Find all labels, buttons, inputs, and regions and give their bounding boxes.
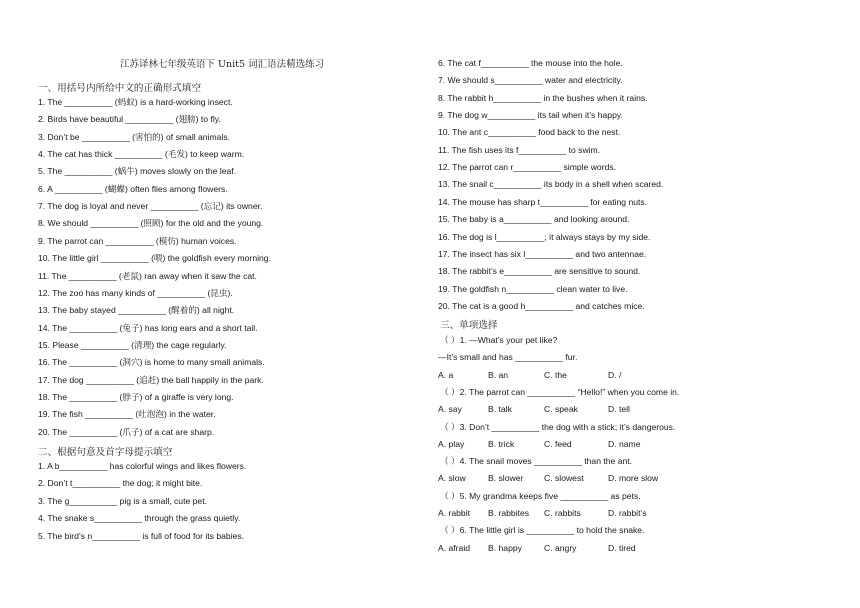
- section2-item: 3. The g__________ pig is a small, cute pet.: [38, 495, 207, 506]
- section2-item: 2. Don’t t__________ the dog; it might bite.: [38, 478, 203, 489]
- section2-item: 11. The fish uses its f__________ to swim.: [438, 144, 601, 155]
- option-d[interactable]: D. tell: [608, 404, 630, 415]
- section1-item: 16. The __________ (洞穴) is home to many small animals.: [38, 357, 265, 368]
- option-b[interactable]: B. rabbites: [488, 508, 530, 518]
- section2-item: 7. We should s__________ water and electricity.: [438, 75, 623, 86]
- option-d[interactable]: D. rabbit’s: [608, 508, 647, 518]
- section1-item: 13. The baby stayed __________ (醒着的) all night.: [38, 305, 235, 316]
- section1-item: 15. Please __________ (清理) the cage regularly.: [38, 339, 227, 350]
- option-d[interactable]: D. tired: [608, 542, 636, 553]
- section2-item: 15. The baby is a__________ and looking around.: [438, 214, 630, 225]
- option-c[interactable]: C. speak: [544, 404, 578, 415]
- option-a[interactable]: A. afraid: [438, 542, 471, 553]
- question-stem: （ ）3. Don’t __________ the dog with a stick; it’s dangerous.: [440, 421, 676, 432]
- section2-item: 20. The cat is a good h__________ and catches mice.: [438, 300, 645, 311]
- option-b[interactable]: B. trick: [488, 438, 515, 449]
- option-d[interactable]: D. more slow: [608, 473, 659, 484]
- section1-item: 8. We should __________ (照顾) for the old and the young.: [38, 218, 264, 229]
- section1-heading: 一、用括号内所给中文的正确形式填空: [38, 83, 202, 94]
- section2-item: 12. The parrot can r__________ simple words.: [438, 162, 617, 173]
- section1-item: 12. The zoo has many kinds of __________ (昆虫).: [38, 287, 233, 298]
- question-stem-continued: —It’s small and has __________ fur.: [438, 352, 578, 363]
- section2-item: 4. The snake s__________ through the grass quietly.: [38, 513, 241, 524]
- section2-heading: 二、根据句意及首字母提示填空: [38, 447, 173, 458]
- section2-item: 10. The ant c__________ food back to the nest.: [438, 127, 621, 138]
- section1-item: 1. The __________ (蚂蚁) is a hard-working insect.: [38, 97, 233, 107]
- option-d[interactable]: D. name: [608, 438, 641, 449]
- question-stem: （ ）2. The parrot can __________ “Hello!” when you come in.: [440, 386, 680, 397]
- section1-item: 14. The __________ (兔子) has long ears and a short tail.: [38, 322, 258, 333]
- section1-item: 20. The __________ (爪子) of a cat are sharp.: [38, 426, 215, 437]
- question-stem: （ ）6. The little girl is __________ to hold the snake.: [440, 525, 645, 536]
- option-b[interactable]: B. talk: [488, 404, 512, 415]
- section2-item: 16. The dog is l__________; it always stays by my side.: [438, 231, 651, 242]
- section2-item: 8. The rabbit h__________ in the bushes when it rains.: [438, 92, 648, 103]
- section2-item: 17. The insect has six l__________ and two antennae.: [438, 248, 647, 259]
- question-stem: （ ）5. My grandma keeps five __________ as pets.: [440, 490, 641, 501]
- section1-item: 2. Birds have beautiful __________ (翅膀) to fly.: [38, 114, 221, 125]
- section2-item: 5. The bird’s n__________ is full of food for its babies.: [38, 530, 245, 541]
- option-c[interactable]: C. rabbits: [544, 508, 581, 518]
- option-a[interactable]: A. rabbit: [438, 508, 471, 518]
- option-b[interactable]: B. slower: [488, 473, 524, 484]
- section1-item: 18. The __________ (脖子) of a giraffe is very long.: [38, 391, 234, 402]
- option-c[interactable]: C. slowest: [544, 473, 584, 484]
- option-b[interactable]: B. an: [488, 369, 509, 380]
- option-c[interactable]: C. feed: [544, 438, 572, 449]
- option-d[interactable]: D. /: [608, 369, 622, 380]
- option-a[interactable]: A. say: [438, 404, 462, 415]
- section1-item: 19. The fish __________ (吐泡泡) in the water.: [38, 409, 216, 420]
- section3-heading: 三、单项选择: [440, 320, 498, 331]
- section2-item: 13. The snail c__________ its body in a shell when scared.: [438, 179, 664, 190]
- section1-item: 17. The dog __________ (追赶) the ball happily in the park.: [38, 374, 264, 385]
- section1-item: 9. The parrot can __________ (模仿) human voices.: [38, 235, 237, 246]
- option-b[interactable]: B. happy: [488, 542, 522, 553]
- section1-item: 11. The __________ (老鼠) ran away when it saw the cat.: [38, 270, 257, 281]
- section1-item: 7. The dog is loyal and never __________ (忘记) its owner.: [38, 201, 263, 212]
- section1-item: 4. The cat has thick __________ (毛发) to keep warm.: [38, 149, 245, 160]
- option-c[interactable]: C. angry: [544, 542, 577, 553]
- question-stem: （ ）4. The snail moves __________ than the ant.: [440, 456, 633, 467]
- section2-item: 9. The dog w__________ its tail when it’s happy.: [438, 110, 623, 121]
- section1-item: 6. A __________ (蝴蝶) often flies among flowers.: [38, 183, 228, 194]
- option-a[interactable]: A. slow: [438, 473, 466, 484]
- section2-item: 6. The cat f__________ the mouse into the hole.: [438, 58, 623, 68]
- section1-item: 3. Don’t be __________ (害怕的) of small animals.: [38, 131, 231, 142]
- section2-item: 19. The goldfish n__________ clean water to live.: [438, 283, 628, 294]
- section2-item: 1. A b__________ has colorful wings and likes flowers.: [38, 461, 247, 471]
- option-c[interactable]: C. the: [544, 369, 567, 380]
- section2-item: 18. The rabbit’s e__________ are sensitive to sound.: [438, 266, 641, 277]
- section1-item: 5. The __________ (蜗牛) moves slowly on the leaf.: [38, 166, 237, 177]
- question-stem: （ ）1. —What’s your pet like?: [440, 335, 558, 345]
- page-title: 江苏译林七年级英语下 Unit5 词汇语法精选练习: [120, 59, 325, 70]
- option-a[interactable]: A. play: [438, 438, 465, 449]
- section1-item: 10. The little girl __________ (喂) the goldfish every morning.: [38, 253, 271, 264]
- option-a[interactable]: A. a: [438, 369, 454, 380]
- section2-item: 14. The mouse has sharp t__________ for eating nuts.: [438, 196, 648, 207]
